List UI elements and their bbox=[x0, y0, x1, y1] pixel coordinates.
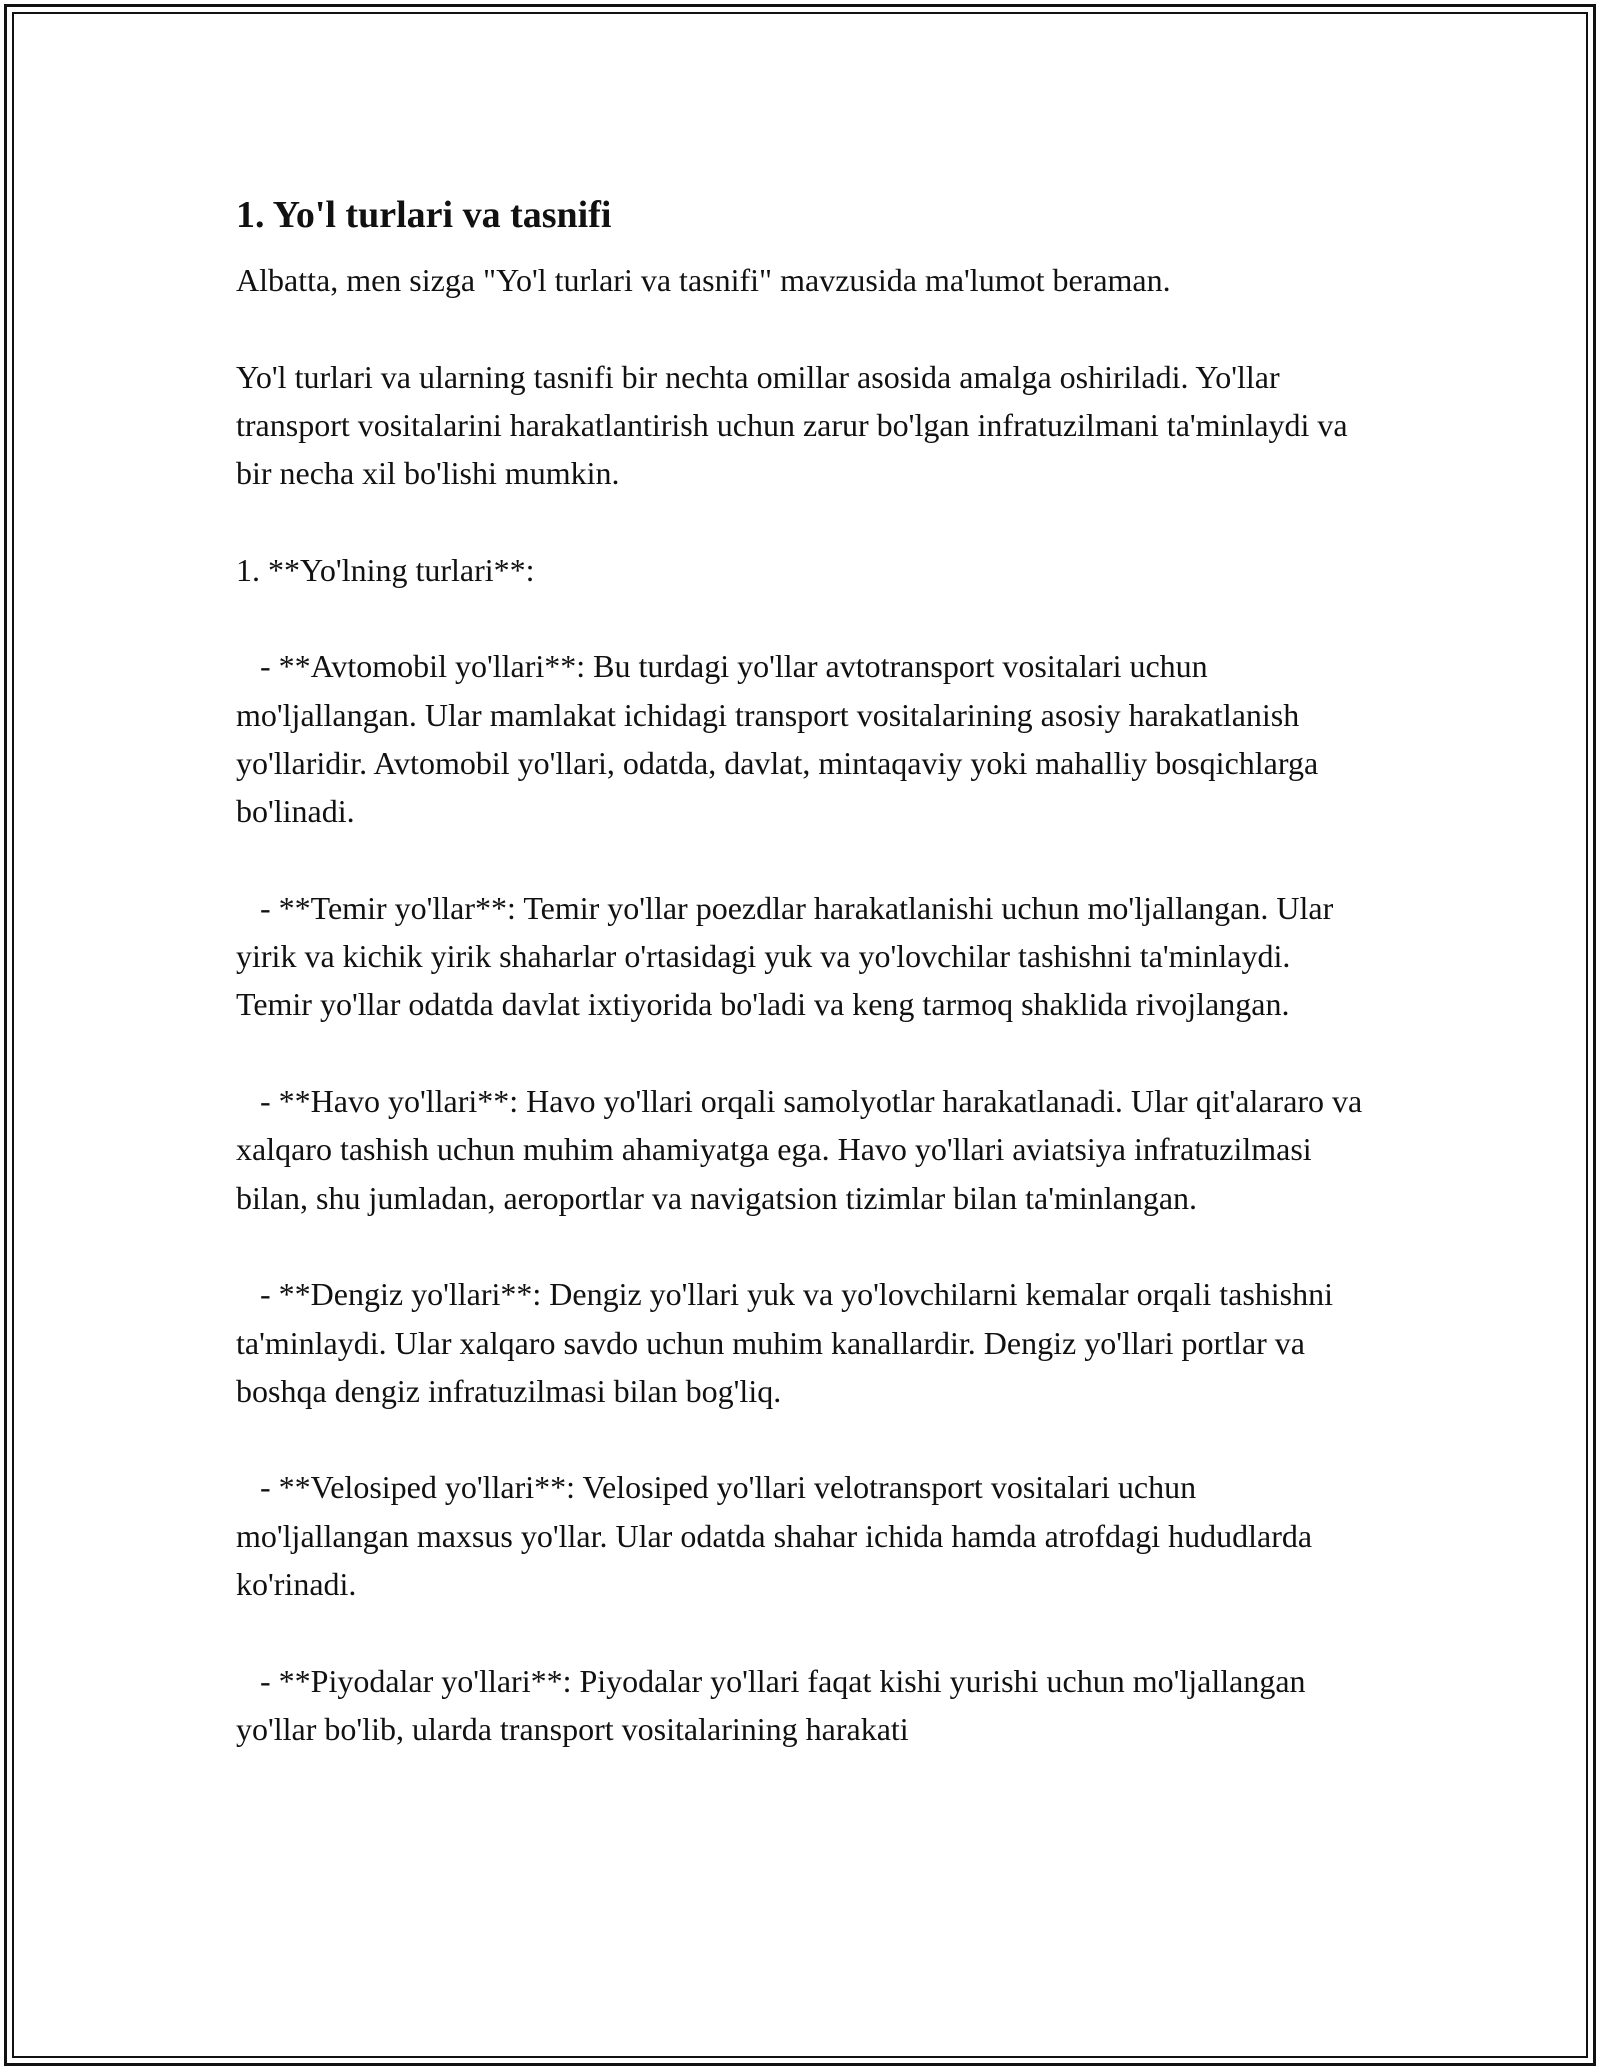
page-title: 1. Yo'l turlari va tasnifi bbox=[236, 194, 612, 236]
section-heading: 1. **Yo'lning turlari**: bbox=[236, 551, 535, 588]
list-item-road-types: - **Temir yo'llar**: Temir yo'llar poezdlar harakatlanishi uchun mo'ljallangan. Ular yirik va kichik yirik shaharlar o'rtasidagi yuk va yo'lovchilar tashishni ta'minlaydi. Temir yo'llar odatda davlat ixtiyorida bo'ladi va keng tarmoq shaklida rivojlangan. bbox=[236, 889, 1342, 1023]
list-item-road-types: - **Avtomobil yo'llari**: Bu turdagi yo'llar avtotransport vositalari uchun mo'ljallangan. Ular mamlakat ichidagi transport vositalarining asosiy harakatlanish yo'llaridir. Avtomobil yo'llari, odatda, davlat, mintaqaviy yoki mahalliy bosqichlarga bo'linadi. bbox=[236, 648, 1327, 830]
intro-paragraph: Albatta, men sizga "Yo'l turlari va tasnifi" mavzusida ma'lumot beraman. bbox=[236, 262, 1171, 298]
list-item-road-types: - **Dengiz yo'llari**: Dengiz yo'llari yuk va yo'lovchilarni kemalar orqali tashishni ta'minlaydi. Ular xalqaro savdo uchun muhim kanallardir. Dengiz yo'llari portlar va boshqa dengiz infratuzilmasi bilan bog'liq. bbox=[236, 1276, 1342, 1409]
document-body bbox=[236, 186, 1371, 1753]
list-item-road-types: - **Velosiped yo'llari**: Velosiped yo'llari velotransport vositalari uchun mo'ljallangan maxsus yo'llar. Ular odatda shahar ichida hamda atrofdagi hududlarda ko'rinadi. bbox=[236, 1469, 1321, 1603]
list-item-road-types: - **Havo yo'llari**: Havo yo'llari orqali samolyotlar harakatlanadi. Ular qit'alararo va xalqaro tashish uchun muhim ahamiyatga ega. Havo yo'llari aviatsiya infratuzilmasi bilan, shu jumladan, aeroportlar va navigatsion tizimlar bilan ta'minlangan. bbox=[236, 1083, 1371, 1216]
overview-paragraph: Yo'l turlari va ularning tasnifi bir nechta omillar asosida amalga oshiriladi. Yo'llar transport vositalarini harakatlantirish uchun zarur bo'lgan infratuzilmani ta'minlaydi va bir necha xil bo'lishi mumkin. bbox=[236, 358, 1356, 492]
list-item-road-types: - **Piyodalar yo'llari**: Piyodalar yo'llari faqat kishi yurishi uchun mo'ljallangan yo'llar bo'lib, ularda transport vositalarining harakati bbox=[236, 1662, 1314, 1747]
